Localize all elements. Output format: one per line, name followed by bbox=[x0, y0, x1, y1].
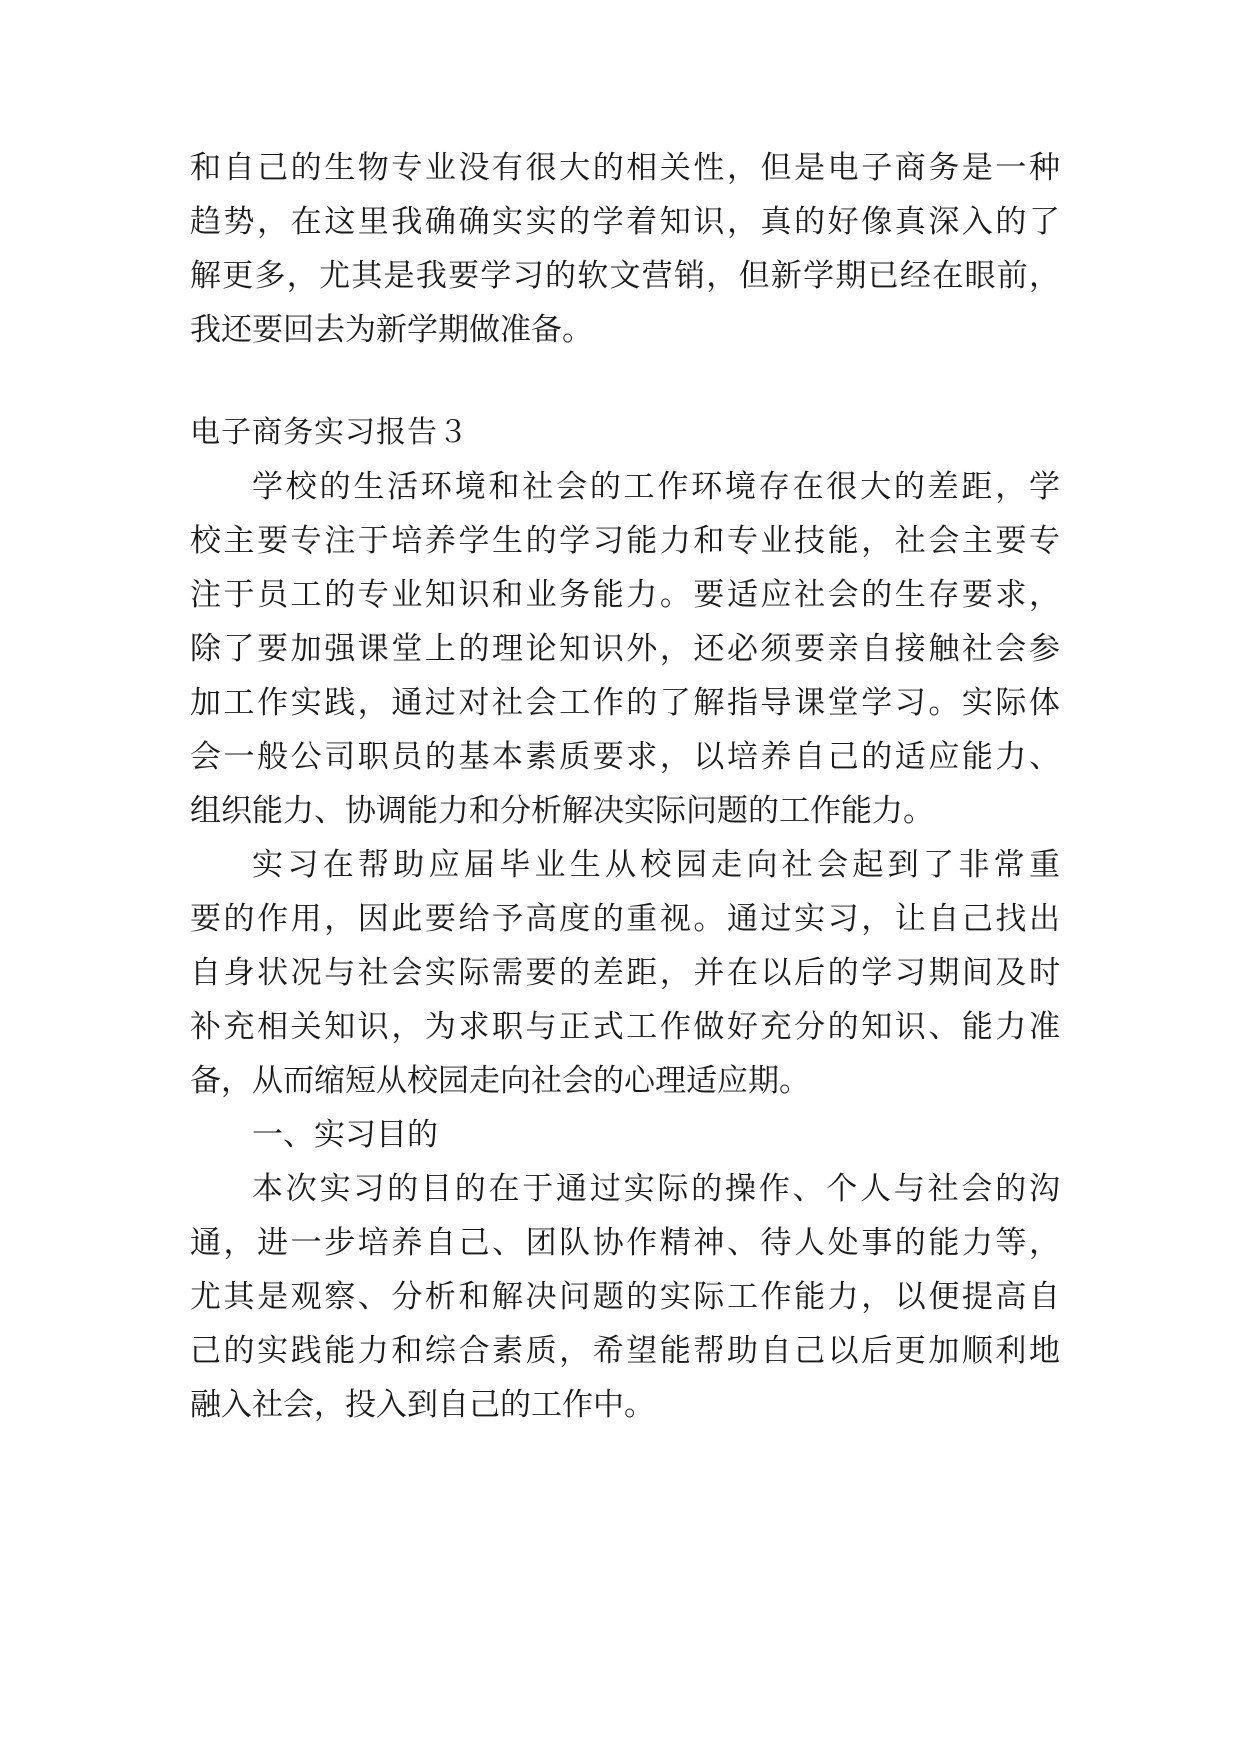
paragraph-line: 学校的生活环境和社会的工作环境存在很大的差距，学 bbox=[252, 469, 1060, 505]
paragraph-line: 备，从而缩短从校园走向社会的心理适应期。 bbox=[190, 1063, 810, 1099]
paragraph-line: 自身状况与社会实际需要的差距，并在以后的学习期间及时 bbox=[190, 955, 1060, 991]
paragraph-line: 组织能力、协调能力和分析解决实际问题的工作能力。 bbox=[190, 793, 934, 829]
paragraph-line: 会一般公司职员的基本素质要求，以培养自己的适应能力、 bbox=[190, 739, 1060, 775]
paragraph-line: 解更多，尤其是我要学习的软文营销，但新学期已经在眼前， bbox=[190, 258, 1060, 294]
paragraph-line: 己的实践能力和综合素质，希望能帮助自己以后更加顺利地 bbox=[190, 1333, 1060, 1369]
section-title: 电子商务实习报告３ bbox=[190, 415, 469, 450]
subheading: 一、实习目的 bbox=[252, 1117, 438, 1153]
paragraph-line: 我还要回去为新学期做准备。 bbox=[190, 312, 593, 348]
paragraph-line: 趋势，在这里我确确实实的学着知识，真的好像真深入的了 bbox=[190, 204, 1060, 240]
paragraph-line: 和自己的生物专业没有很大的相关性，但是电子商务是一种 bbox=[190, 150, 1060, 186]
paragraph-line: 校主要专注于培养学生的学习能力和专业技能，社会主要专 bbox=[190, 523, 1060, 559]
paragraph-line: 实习在帮助应届毕业生从校园走向社会起到了非常重 bbox=[252, 847, 1060, 883]
paragraph-line: 尤其是观察、分析和解决问题的实际工作能力，以便提高自 bbox=[190, 1279, 1060, 1315]
paragraph-line: 除了要加强课堂上的理论知识外，还必须要亲自接触社会参 bbox=[190, 631, 1060, 667]
paragraph-line: 要的作用，因此要给予高度的重视。通过实习，让自己找出 bbox=[190, 901, 1060, 937]
paragraph-line: 注于员工的专业知识和业务能力。要适应社会的生存要求， bbox=[190, 577, 1060, 613]
paragraph-line: 加工作实践，通过对社会工作的了解指导课堂学习。实际体 bbox=[190, 685, 1060, 721]
paragraph-line: 补充相关知识，为求职与正式工作做好充分的知识、能力准 bbox=[190, 1009, 1060, 1045]
paragraph-line: 本次实习的目的在于通过实际的操作、个人与社会的沟 bbox=[252, 1171, 1060, 1207]
paragraph-line: 通，进一步培养自己、团队协作精神、待人处事的能力等， bbox=[190, 1225, 1060, 1261]
paragraph-line: 融入社会，投入到自己的工作中。 bbox=[190, 1387, 655, 1423]
